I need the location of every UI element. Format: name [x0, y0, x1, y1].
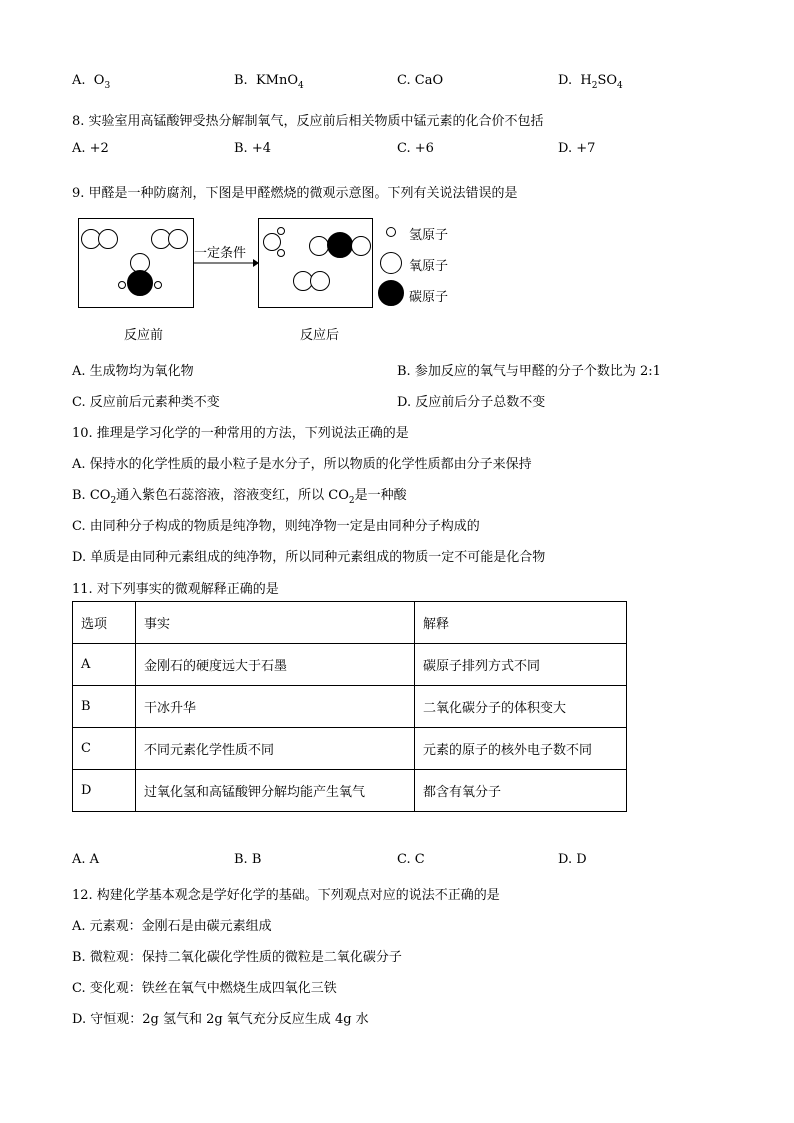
- q9-option-b: B. 参加反应的氧气与甲醛的分子个数比为 2:1: [397, 364, 661, 379]
- carbon-atom: [127, 270, 153, 296]
- header-cell: 事实: [136, 602, 415, 644]
- q12-stem: 12. 构建化学基本观念是学好化学的基础。下列观点对应的说法不正确的是: [72, 888, 500, 903]
- q10-option-a: A. 保持水的化学性质的最小粒子是水分子，所以物质的化学性质都由分子来保持: [72, 457, 532, 472]
- q8-option-c: C. +6: [397, 141, 434, 156]
- hydrogen-atom: [277, 249, 285, 257]
- before-box: [78, 218, 194, 308]
- table-cell: A: [73, 644, 136, 686]
- header-cell: 解释: [415, 602, 627, 644]
- oxygen-atom: [310, 271, 330, 291]
- oxygen-atom: [98, 229, 118, 249]
- table-row: [73, 728, 627, 770]
- table-cell: C: [73, 728, 136, 770]
- oxygen-atom: [351, 236, 371, 256]
- reaction-arrow-icon: [193, 258, 259, 268]
- q11-table: [72, 601, 627, 812]
- arrow-label: 一定条件: [194, 246, 247, 261]
- after-box: [258, 218, 373, 308]
- oxygen-atom: [263, 233, 281, 251]
- caption-before: 反应前: [124, 328, 164, 343]
- table-row: [73, 644, 627, 686]
- oxygen-legend-icon: [380, 252, 402, 274]
- q8-option-a: A. +2: [72, 141, 109, 156]
- q7-option-a: A. $O_3$: [72, 73, 111, 91]
- q11-option-b: B. B: [234, 852, 262, 867]
- caption-after: 反应后: [300, 328, 340, 343]
- q7-option-d: D. $H_2SO_4$: [558, 73, 623, 91]
- hydrogen-legend-icon: [386, 227, 396, 237]
- q10-option-b: B. $CO_2$通入紫色石蕊溶液，溶液变红，所以 $CO_2$是一种酸: [72, 488, 407, 506]
- hydrogen-atom: [154, 281, 162, 289]
- q7-option-c: C. CaO: [397, 73, 444, 88]
- legend-carbon: 碳原子: [409, 290, 449, 305]
- table-cell: 金刚石的硬度远大于石墨: [136, 644, 415, 686]
- carbon-legend-icon: [378, 280, 404, 306]
- q9-option-c: C. 反应前后元素种类不变: [72, 395, 220, 410]
- table-row: [73, 770, 627, 812]
- q11-stem: 11. 对下列事实的微观解释正确的是: [72, 582, 279, 597]
- q9-option-d: D. 反应前后分子总数不变: [397, 395, 546, 410]
- legend-hydrogen: 氢原子: [409, 228, 449, 243]
- carbon-atom: [327, 232, 353, 258]
- q10-option-d: D. 单质是由同种元素组成的纯净物，所以同种元素组成的物质一定不可能是化合物: [72, 550, 546, 565]
- table-header-row: [73, 602, 627, 644]
- table-cell: 都含有氧分子: [415, 770, 627, 812]
- q12-option-d: D. 守恒观：2g 氢气和 2g 氧气充分反应生成 4g 水: [72, 1012, 369, 1027]
- table-cell: B: [73, 686, 136, 728]
- q9-stem: 9. 甲醛是一种防腐剂，下图是甲醛燃烧的微观示意图。下列有关说法错误的是: [72, 186, 518, 201]
- q10-option-c: C. 由同种分子构成的物质是纯净物，则纯净物一定是由同种分子构成的: [72, 519, 480, 534]
- reaction-diagram: [70, 210, 470, 350]
- q8-stem: 8. 实验室用高锰酸钾受热分解制氧气，反应前后相关物质中锰元素的化合价不包括: [72, 114, 544, 129]
- oxygen-atom: [309, 236, 329, 256]
- header-cell: 选项: [73, 602, 136, 644]
- hydrogen-atom: [118, 281, 126, 289]
- table-cell: D: [73, 770, 136, 812]
- q9-option-a: A. 生成物均为氧化物: [72, 364, 194, 379]
- table-cell: 过氧化氢和高锰酸钾分解均能产生氧气: [136, 770, 415, 812]
- legend-oxygen: 氧原子: [409, 259, 449, 274]
- hydrogen-atom: [277, 227, 285, 235]
- table-cell: 二氧化碳分子的体积变大: [415, 686, 627, 728]
- q12-option-a: A. 元素观：金刚石是由碳元素组成: [72, 919, 272, 934]
- table-cell: 干冰升华: [136, 686, 415, 728]
- table-cell: 元素的原子的核外电子数不同: [415, 728, 627, 770]
- q10-stem: 10. 推理是学习化学的一种常用的方法，下列说法正确的是: [72, 426, 409, 441]
- q11-option-a: A. A: [72, 852, 100, 867]
- q8-option-d: D. +7: [558, 141, 596, 156]
- q8-option-b: B. +4: [234, 141, 271, 156]
- q12-option-b: B. 微粒观：保持二氧化碳化学性质的微粒是二氧化碳分子: [72, 950, 402, 965]
- q12-option-c: C. 变化观：铁丝在氧气中燃烧生成四氧化三铁: [72, 981, 337, 996]
- table-row: [73, 686, 627, 728]
- table-cell: 碳原子排列方式不同: [415, 644, 627, 686]
- q11-option-c: C. C: [397, 852, 425, 867]
- oxygen-atom: [168, 229, 188, 249]
- q7-option-b: B. KMnO$_4$: [234, 73, 304, 91]
- q11-option-d: D. D: [558, 852, 587, 867]
- table-cell: 不同元素化学性质不同: [136, 728, 415, 770]
